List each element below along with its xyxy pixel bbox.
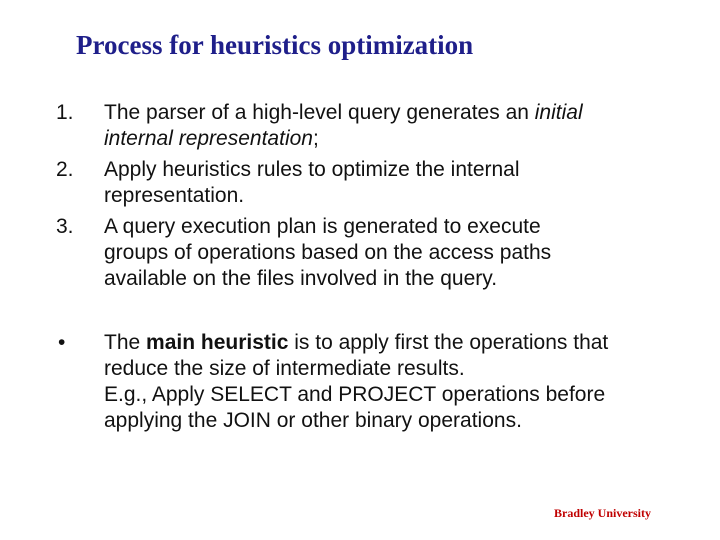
text-line [104,100,694,126]
text-run: The [104,331,147,354]
text-run: A query execution plan is generated to execute [104,215,541,238]
list-number: 1. [56,101,74,124]
text-line [104,382,694,408]
text-line [104,126,694,152]
text-run: is to apply first the operations that [288,331,609,354]
text-line [104,183,694,209]
text-run: reduce the size of intermediate results. [104,357,465,380]
text-line [104,266,694,292]
list-item-text [104,214,694,292]
list-number: 3. [56,215,74,238]
text-line [104,240,694,266]
text-run: representation. [104,184,245,207]
text-run: Apply heuristics rules to optimize the internal [104,158,520,181]
text-line [104,408,694,434]
italic-text: internal representation [104,127,313,150]
slide-title: Process for heuristics optimization [76,30,474,60]
list-number: 2. [56,158,74,181]
text-run: available on the files involved in the query. [104,267,498,290]
text-line [104,214,694,240]
text-run: E.g., Apply SELECT and PROJECT operations before [104,383,606,406]
text-line [104,330,694,356]
text-line [104,356,694,382]
bullet-marker: • [58,331,66,354]
bullet-item-text [104,330,694,434]
bradley-university-logo: Bradley University [554,506,651,520]
text-run: applying the JOIN or other binary operations. [104,409,522,432]
italic-text: initial [534,101,583,124]
list-item-text [104,100,694,152]
text-run: ; [312,127,319,150]
text-line [104,157,694,183]
bold-text: main heuristic [146,331,289,354]
list-item-text [104,157,694,209]
text-run: groups of operations based on the access paths [104,241,552,264]
text-run: The parser of a high-level query generates an [104,101,535,124]
